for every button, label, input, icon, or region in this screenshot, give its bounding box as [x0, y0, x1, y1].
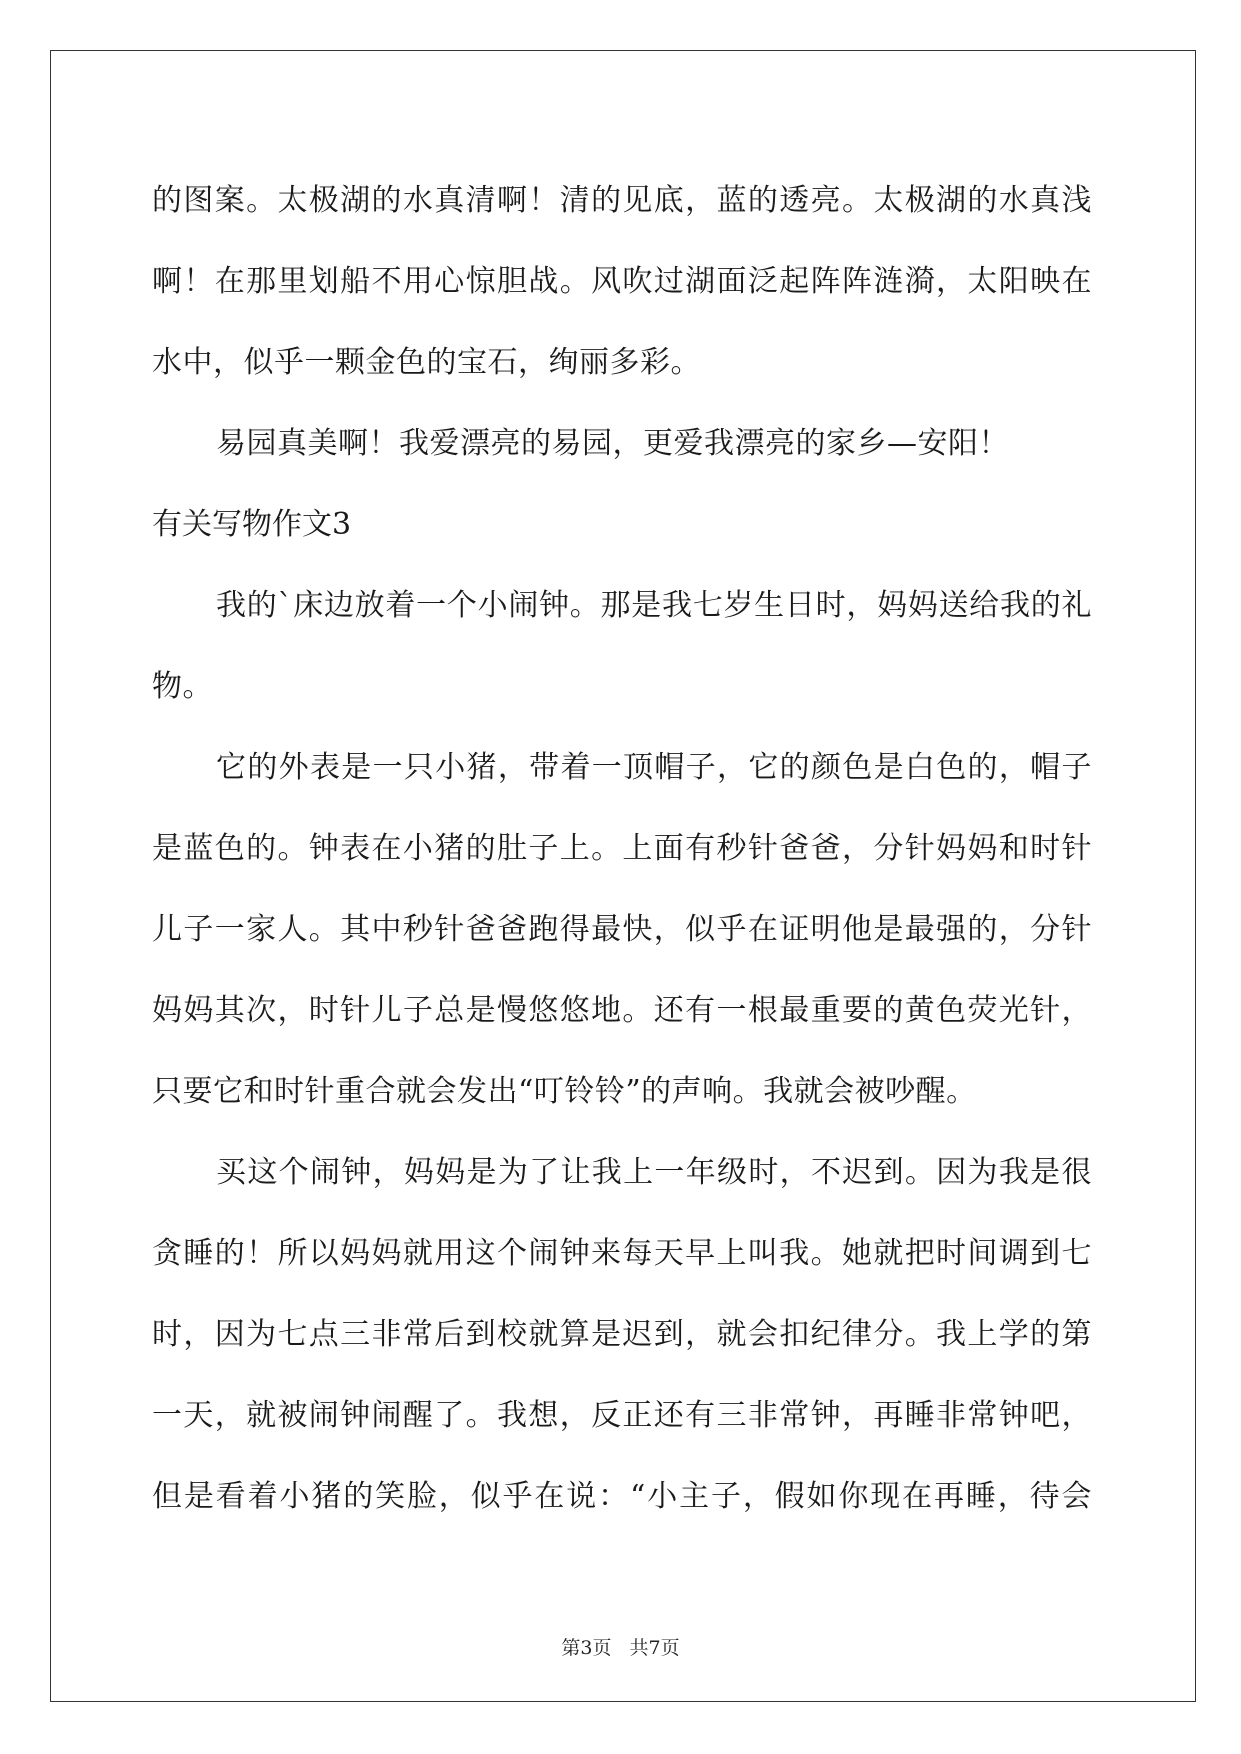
- paragraph-first-line: 易园真美啊！我爱漂亮的易园，更爱我漂亮的家乡—安阳！: [216, 426, 1009, 461]
- text-line: 水中，似乎一颗金色的宝石，绚丽多彩。: [152, 345, 701, 380]
- text-line: 是蓝色的。钟表在小猪的肚子上。上面有秒针爸爸，分针妈妈和时针: [152, 831, 1092, 866]
- paragraph-first-line: 它的外表是一只小猪，带着一顶帽子，它的颜色是白色的，帽子: [216, 750, 1092, 785]
- text-line: 啊！在那里划船不用心惊胆战。风吹过湖面泛起阵阵涟漪，太阳映在: [152, 264, 1092, 299]
- page-footer: [0, 1633, 1241, 1660]
- text-line: 妈妈其次，时针儿子总是慢悠悠地。还有一根最重要的黄色荧光针，: [152, 993, 1092, 1028]
- text-line: 只要它和时针重合就会发出“叮铃铃”的声响。我就会被吵醒。: [152, 1074, 977, 1109]
- page-number: 第3页: [561, 1637, 612, 1659]
- text-line: 物。: [152, 669, 213, 704]
- document-body: [152, 160, 1092, 1537]
- text-line: 贪睡的！所以妈妈就用这个闹钟来每天早上叫我。她就把时间调到七: [152, 1236, 1092, 1271]
- paragraph-first-line: 买这个闹钟，妈妈是为了让我上一年级时，不迟到。因为我是很: [216, 1155, 1092, 1190]
- text-line: 的图案。太极湖的水真清啊！清的见底，蓝的透亮。太极湖的水真浅: [152, 183, 1092, 218]
- paragraph-first-line: 我的`床边放着一个小闹钟。那是我七岁生日时，妈妈送给我的礼: [216, 588, 1092, 623]
- page-total: 共7页: [629, 1637, 680, 1659]
- section-heading: 有关写物作文3: [152, 507, 352, 542]
- text-line: 但是看着小猪的笑脸，似乎在说：“小主子，假如你现在再睡，待会: [152, 1479, 1092, 1514]
- text-line: 儿子一家人。其中秒针爸爸跑得最快，似乎在证明他是最强的，分针: [152, 912, 1092, 947]
- text-line: 一天，就被闹钟闹醒了。我想，反正还有三非常钟，再睡非常钟吧，: [152, 1398, 1092, 1433]
- text-line: 时，因为七点三非常后到校就算是迟到，就会扣纪律分。我上学的第: [152, 1317, 1092, 1352]
